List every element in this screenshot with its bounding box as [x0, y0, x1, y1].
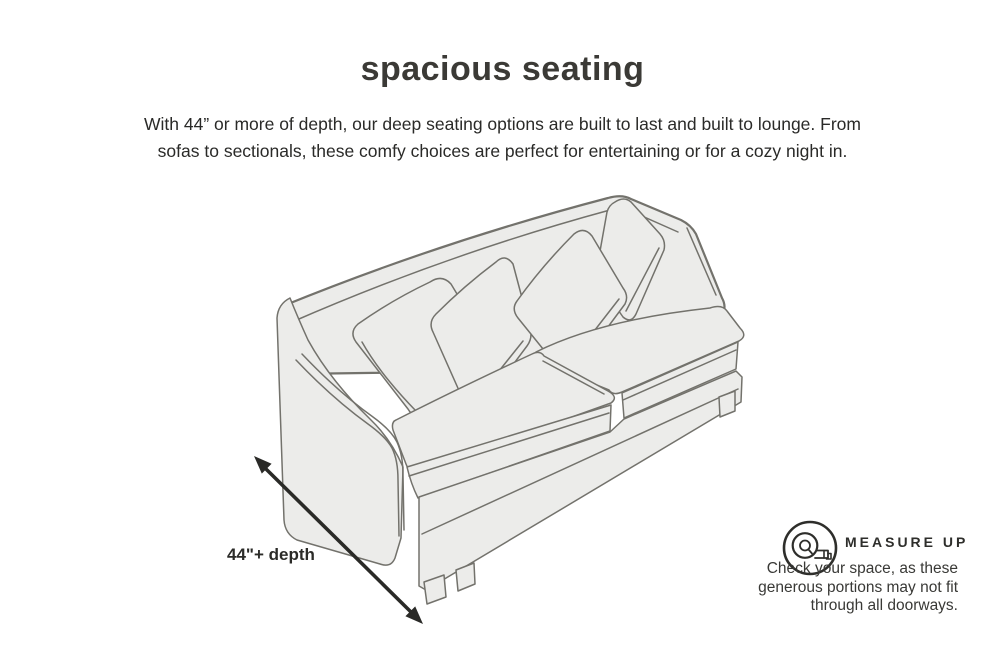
depth-dimension-label: 44"+ depth [227, 545, 315, 564]
measure-up-note-line-3: through all doorways. [810, 597, 958, 615]
intro-line-1: With 44” or more of depth, our deep seating options are built to last and built to lounge. From [144, 114, 861, 134]
measure-up-note-line-1: Check your space, as these [766, 560, 958, 577]
intro-text [0, 111, 1005, 165]
page-title: spacious seating [360, 50, 645, 88]
measure-up-note-line-2: generous portions may not fit [758, 578, 958, 596]
measure-up-note [740, 560, 958, 616]
measure-up-heading: MEASURE UP [845, 534, 969, 550]
intro-line-2: sofas to sectionals, these comfy choices are perfect for entertaining or for a cozy night in. [157, 141, 848, 161]
depth-arrow-icon [238, 444, 438, 636]
